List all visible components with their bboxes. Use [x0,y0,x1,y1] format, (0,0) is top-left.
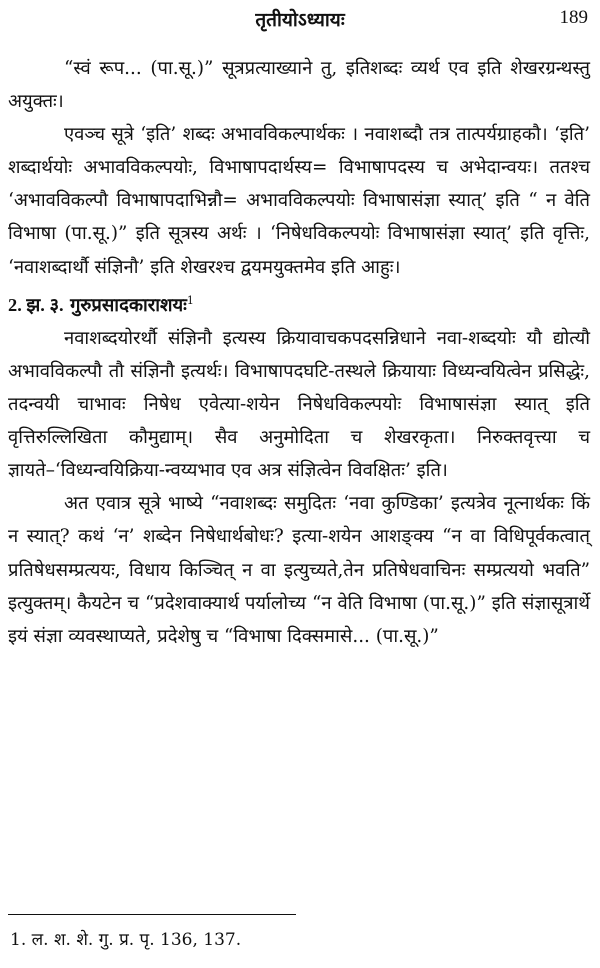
chapter-title: तृतीयोऽध्यायः [255,9,345,31]
paragraph-2: एवञ्च सूत्रे ‘इति’ शब्दः अभावविकल्पार्थकः । नवाशब्दौ तत्र तात्पर्यग्राहकौ। ‘इति’ शब्दार्थयोः अभावविकल्पयोः, विभाषापदार्थस्य= विभाषापदस्य च अभेदान्वयः। ततश्च ‘अभावविकल्पौ विभाषापदाभिन्नौ= अभावविकल्पयोः विभाषासंज्ञा स्यात्’ इति “ न वेति विभाषा (पा.सू.)” इति सूत्रस्य अर्थः । ‘निषेधविकल्पयोः विभाषासंज्ञा स्यात्’ इति वृत्तिः, ‘नवाशब्दार्थौ संज्ञिनौ’ इति शेखरश्च द्वयमयुक्तमेव इति आहुः। [8,124,590,278]
section-title: गुरुप्रसादकाराशयः [70,294,187,316]
paragraph-3: नवाशब्दयोरर्थौ संज्ञिनौ इत्यस्य क्रियावाचकपदसन्निधाने नवा-शब्दयोः यौ द्योत्यौ अभावविकल्पौ तौ संज्ञिनौ इत्यर्थः। विभाषापदघटि-तस्थले क्रियायाः विध्यन्वयित्वेन प्रसिद्धेः, तदन्वयी चाभावः निषेध एवेत्या-शयेन निषेधविकल्पयोः विभाषासंज्ञा स्यात् इति वृत्तिरुल्लिखिता कौमुद्याम्। सैव अनुमोदिता च शेखरकृता। निरुक्तवृत्त्या च ज्ञायते–‘विध्यन्वयिक्रिया-न्वय्यभाव एव अत्र संज्ञित्वेन विवक्षितः’ इति। [8,327,590,482]
main-text [8,52,590,653]
page-number: 189 [559,7,588,28]
footnote-divider [8,914,296,915]
running-header [0,4,600,34]
paragraph-4: अत एवात्र सूत्रे भाष्ये “नवाशब्दः समुदितः ‘नवा कुण्डिका’ इत्यत्रेव नूत्नार्थकः किं न स्यात्? कथं ‘न’ शब्देन निषेधार्थबोधः? इत्या-शयेन आशङ्क्य “न वा विधिपूर्वकत्वात् प्रतिषेधसम्प्रत्ययः, विधाय किञ्चित् न वा इत्युच्यते,तेन प्रतिषेधवाचिनः सम्प्रत्ययो भवति” इत्युक्तम्। कैयटेन च “प्रदेशवाक्यार्थ पर्यालोच्य “न वेति विभाषा (पा.सू.)” इति संज्ञासूत्रार्थे इयं संज्ञा व्यवस्थाप्यते, प्रदेशेषु च “विभाषा दिक्समासे... (पा.सू.)” [8,493,590,647]
footnote-ref: 1 [186,293,194,307]
paragraph-1: “स्वं रूप... (पा.सू.)” सूत्रप्रत्याख्याने तु, इतिशब्दः व्यर्थ एव इति शेखरग्रन्थस्तु अयुक्तः। [8,58,590,113]
section-number: 2. झ. ३. [8,294,64,315]
section-heading [8,284,590,322]
footnote: 1. ल. श. शे. गु. प्र. पृ. 136, 137. [10,930,242,950]
